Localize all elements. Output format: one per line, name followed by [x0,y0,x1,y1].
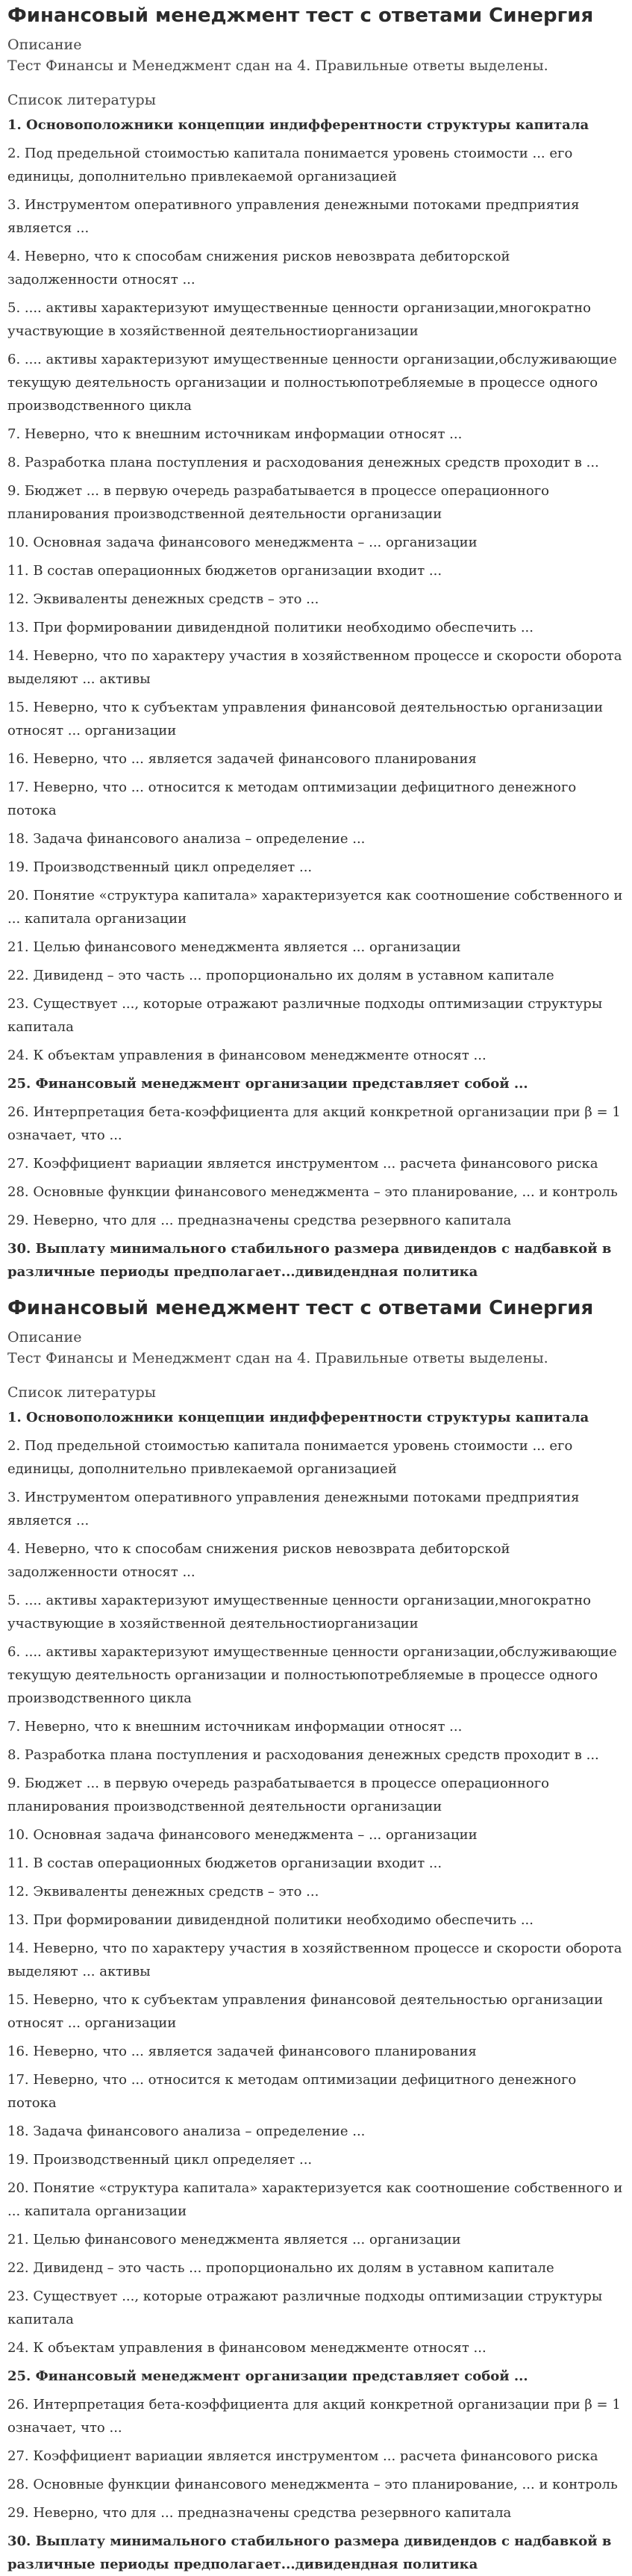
question-item: 3. Инструментом оперативного управления денежными потоками предприятия является ... [7,1490,580,1528]
question-item: 14. Неверно, что по характеру участия в хозяйственном процессе и скорости оборота выделяют ... активы [7,1941,622,1979]
question-item: 15. Неверно, что к субъектам управления финансовой деятельностью организации относят ... организации [7,1992,604,2031]
question-item: 22. Дивиденд – это часть ... пропорционально их долям в уставном капитале [7,2260,554,2276]
question-item: 21. Целью финансового менеджмента является ... организации [7,939,461,955]
question-item: 30. Выплату минимального стабильного размера дивидендов с надбавкой в различные периоды предполагает...дивидендная политика [7,2533,612,2572]
question-item: 19. Производственный цикл определяет ... [7,859,313,875]
document-copy-2 [0,1295,632,2576]
question-item: 17. Неверно, что ... относится к методам оптимизации дефицитного денежного потока [7,780,577,818]
question-item: 7. Неверно, что к внешним источникам информации относят ... [7,426,463,442]
question-item: 28. Основные функции финансового менеджмента – это планирование, ... и контроль [7,2477,618,2492]
question-item: 29. Неверно, что для ... предназначены средства резервного капитала [7,1213,512,1228]
question-item: 16. Неверно, что ... является задачей финансового планирования [7,751,477,767]
question-list [7,1406,625,2576]
question-item: 8. Разработка плана поступления и расходования денежных средств проходит в ... [7,1747,599,1763]
question-item: 2. Под предельной стоимостью капитала понимается уровень стоимости ... его единицы, дополнительно привлекаемой организацией [7,146,573,184]
question-item: 29. Неверно, что для ... предназначены средства резервного капитала [7,2505,512,2521]
description-text: Тест Финансы и Менеджмент сдан на 4. Правильные ответы выделены. [7,57,548,74]
question-item: 19. Производственный цикл определяет ... [7,2152,313,2168]
question-item: 18. Задача финансового анализа – определение ... [7,2124,366,2139]
question-item: 24. К объектам управления в финансовом менеджменте относят ... [7,1048,486,1063]
question-item: 5. .... активы характеризуют имущественные ценности организации,многократно участвующие в хозяйственной деятельностиорганизации [7,300,591,339]
question-item: 16. Неверно, что ... является задачей финансового планирования [7,2044,477,2059]
description-heading: Описание [7,1329,82,1345]
question-item: 15. Неверно, что к субъектам управления финансовой деятельностью организации относят ... организации [7,700,604,738]
question-item: 23. Существует ..., которые отражают различные подходы оптимизации структуры капитала [7,996,603,1035]
question-item: 10. Основная задача финансового менеджмента – ... организации [7,535,478,550]
question-item: 25. Финансовый менеджмент организации представляет собой ... [7,2368,528,2384]
description-heading: Описание [7,37,82,53]
question-item: 6. .... активы характеризуют имущественные ценности организации,обслуживающие текущую деятельность организации и полностьюпотребляемые в процессе одного производственного цикла [7,352,617,414]
question-item: 11. В состав операционных бюджетов организации входит ... [7,1855,442,1871]
question-item: 22. Дивиденд – это часть ... пропорционально их долям в уставном капитале [7,968,554,983]
question-item: 30. Выплату минимального стабильного размера дивидендов с надбавкой в различные периоды предполагает...дивидендная политика [7,1241,612,1280]
question-item: 2. Под предельной стоимостью капитала понимается уровень стоимости ... его единицы, дополнительно привлекаемой организацией [7,1438,573,1477]
question-item: 1. Основоположники концепции индифферентности структуры капитала [7,1410,589,1425]
question-item: 6. .... активы характеризуют имущественные ценности организации,обслуживающие текущую деятельность организации и полностьюпотребляемые в процессе одного производственного цикла [7,1644,617,1706]
question-item: 10. Основная задача финансового менеджмента – ... организации [7,1827,478,1843]
question-item: 14. Неверно, что по характеру участия в хозяйственном процессе и скорости оборота выделяют ... активы [7,648,622,687]
document-copy-1 [0,3,632,1284]
description-text: Тест Финансы и Менеджмент сдан на 4. Правильные ответы выделены. [7,1350,548,1366]
question-item: 12. Эквиваленты денежных средств – это ... [7,1884,319,1900]
question-item: 21. Целью финансового менеджмента является ... организации [7,2232,461,2247]
question-item: 12. Эквиваленты денежных средств – это ... [7,591,319,607]
question-item: 25. Финансовый менеджмент организации представляет собой ... [7,1076,528,1092]
question-item: 28. Основные функции финансового менеджмента – это планирование, ... и контроль [7,1184,618,1200]
question-item: 27. Коэффициент вариации является инструментом ... расчета финансового риска [7,2448,598,2464]
question-item: 18. Задача финансового анализа – определение ... [7,831,366,847]
question-item: 4. Неверно, что к способам снижения рисков невозврата дебиторской задолженности относят ... [7,249,510,287]
question-item: 17. Неверно, что ... относится к методам оптимизации дефицитного денежного потока [7,2072,577,2111]
question-item: 4. Неверно, что к способам снижения рисков невозврата дебиторской задолженности относят ... [7,1541,510,1580]
question-item: 27. Коэффициент вариации является инструментом ... расчета финансового риска [7,1156,598,1172]
question-item: 9. Бюджет ... в первую очередь разрабатывается в процессе операционного планирования производственной деятельности организации [7,483,550,522]
question-item: 8. Разработка плана поступления и расходования денежных средств проходит в ... [7,455,599,470]
question-item: 13. При формировании дивидендной политики необходимо обеспечить ... [7,1912,534,1928]
question-item: 7. Неверно, что к внешним источникам информации относят ... [7,1719,463,1735]
question-item: 20. Понятие «структура капитала» характеризуется как соотношение собственного и ... капитала организации [7,888,623,927]
page-title: Финансовый менеджмент тест с ответами Синергия [7,4,594,27]
question-item: 9. Бюджет ... в первую очередь разрабатывается в процессе операционного планирования производственной деятельности организации [7,1776,550,1814]
question-item: 24. К объектам управления в финансовом менеджменте относят ... [7,2340,486,2356]
question-item: 11. В состав операционных бюджетов организации входит ... [7,563,442,579]
page-title: Финансовый менеджмент тест с ответами Синергия [7,1297,594,1319]
question-list [7,113,625,1284]
question-item: 1. Основоположники концепции индифферентности структуры капитала [7,117,589,133]
question-item: 3. Инструментом оперативного управления денежными потоками предприятия является ... [7,197,580,236]
question-item: 26. Интерпретация бета-коэффициента для акций конкретной организации при β = 1 означает, что ... [7,1104,621,1143]
literature-heading: Список литературы [7,1384,156,1401]
question-item: 13. При формировании дивидендной политики необходимо обеспечить ... [7,620,534,635]
question-item: 23. Существует ..., которые отражают различные подходы оптимизации структуры капитала [7,2289,603,2327]
question-item: 26. Интерпретация бета-коэффициента для акций конкретной организации при β = 1 означает, что ... [7,2397,621,2436]
question-item: 20. Понятие «структура капитала» характеризуется как соотношение собственного и ... капитала организации [7,2180,623,2219]
question-item: 5. .... активы характеризуют имущественные ценности организации,многократно участвующие в хозяйственной деятельностиорганизации [7,1593,591,1631]
literature-heading: Список литературы [7,92,156,108]
